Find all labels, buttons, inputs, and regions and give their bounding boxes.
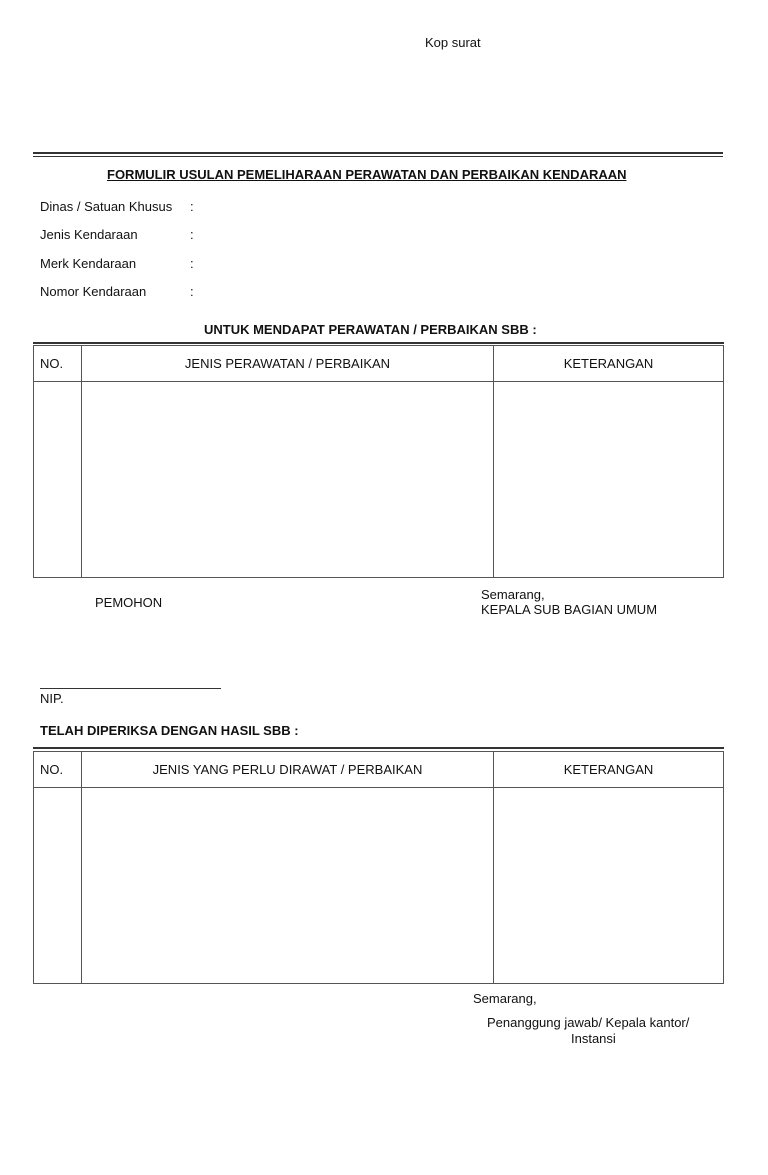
field-colon-jenis-kendaraan: :	[190, 227, 194, 242]
table-cell-jenis[interactable]	[82, 788, 494, 984]
table-header-row	[34, 752, 724, 788]
section2-top-rule	[33, 747, 724, 749]
section1-title: UNTUK MENDAPAT PERAWATAN / PERBAIKAN SBB :	[204, 322, 537, 337]
field-colon-nomor-kendaraan: :	[190, 284, 194, 299]
field-label-merk-kendaraan: Merk Kendaraan	[40, 256, 137, 271]
form-title: FORMULIR USULAN PEMELIHARAAN PERAWATAN DAN PERBAIKAN KENDARAAN	[107, 167, 627, 182]
pemohon-label: PEMOHON	[95, 595, 163, 610]
field-label-dinas: Dinas / Satuan Khusus	[40, 199, 173, 214]
table-cell-no[interactable]	[34, 382, 82, 578]
column-header-jenis: JENIS PERAWATAN / PERBAIKAN	[82, 346, 494, 382]
instansi-label: Instansi	[571, 1031, 616, 1046]
kepala-sub-bagian-label: KEPALA SUB BAGIAN UMUM	[481, 602, 658, 617]
semarang-label-2: Semarang,	[473, 991, 537, 1006]
inspection-result-table	[33, 751, 724, 984]
table-cell-keterangan[interactable]	[494, 788, 724, 984]
table-header-row	[34, 346, 724, 382]
kop-surat-label: Kop surat	[425, 35, 481, 50]
field-label-nomor-kendaraan: Nomor Kendaraan	[40, 284, 147, 299]
penanggung-jawab-label: Penanggung jawab/ Kepala kantor/	[487, 1015, 690, 1030]
field-colon-dinas: :	[190, 199, 194, 214]
column-header-no: NO.	[34, 346, 82, 382]
section1-top-rule	[33, 342, 724, 344]
column-header-jenis: JENIS YANG PERLU DIRAWAT / PERBAIKAN	[82, 752, 494, 788]
semarang-label-1: Semarang,	[481, 587, 545, 602]
table-cell-jenis[interactable]	[82, 382, 494, 578]
table-cell-no[interactable]	[34, 788, 82, 984]
field-label-jenis-kendaraan: Jenis Kendaraan	[40, 227, 138, 242]
table-body-row	[34, 788, 724, 984]
column-header-no: NO.	[34, 752, 82, 788]
header-divider	[33, 152, 723, 157]
field-colon-merk-kendaraan: :	[190, 256, 194, 271]
signature-line	[40, 688, 221, 689]
column-header-keterangan: KETERANGAN	[494, 346, 724, 382]
nip-label: NIP.	[40, 691, 64, 706]
table-cell-keterangan[interactable]	[494, 382, 724, 578]
table-body-row	[34, 382, 724, 578]
column-header-keterangan: KETERANGAN	[494, 752, 724, 788]
section2-title: TELAH DIPERIKSA DENGAN HASIL SBB :	[40, 723, 299, 738]
maintenance-request-table	[33, 345, 724, 578]
